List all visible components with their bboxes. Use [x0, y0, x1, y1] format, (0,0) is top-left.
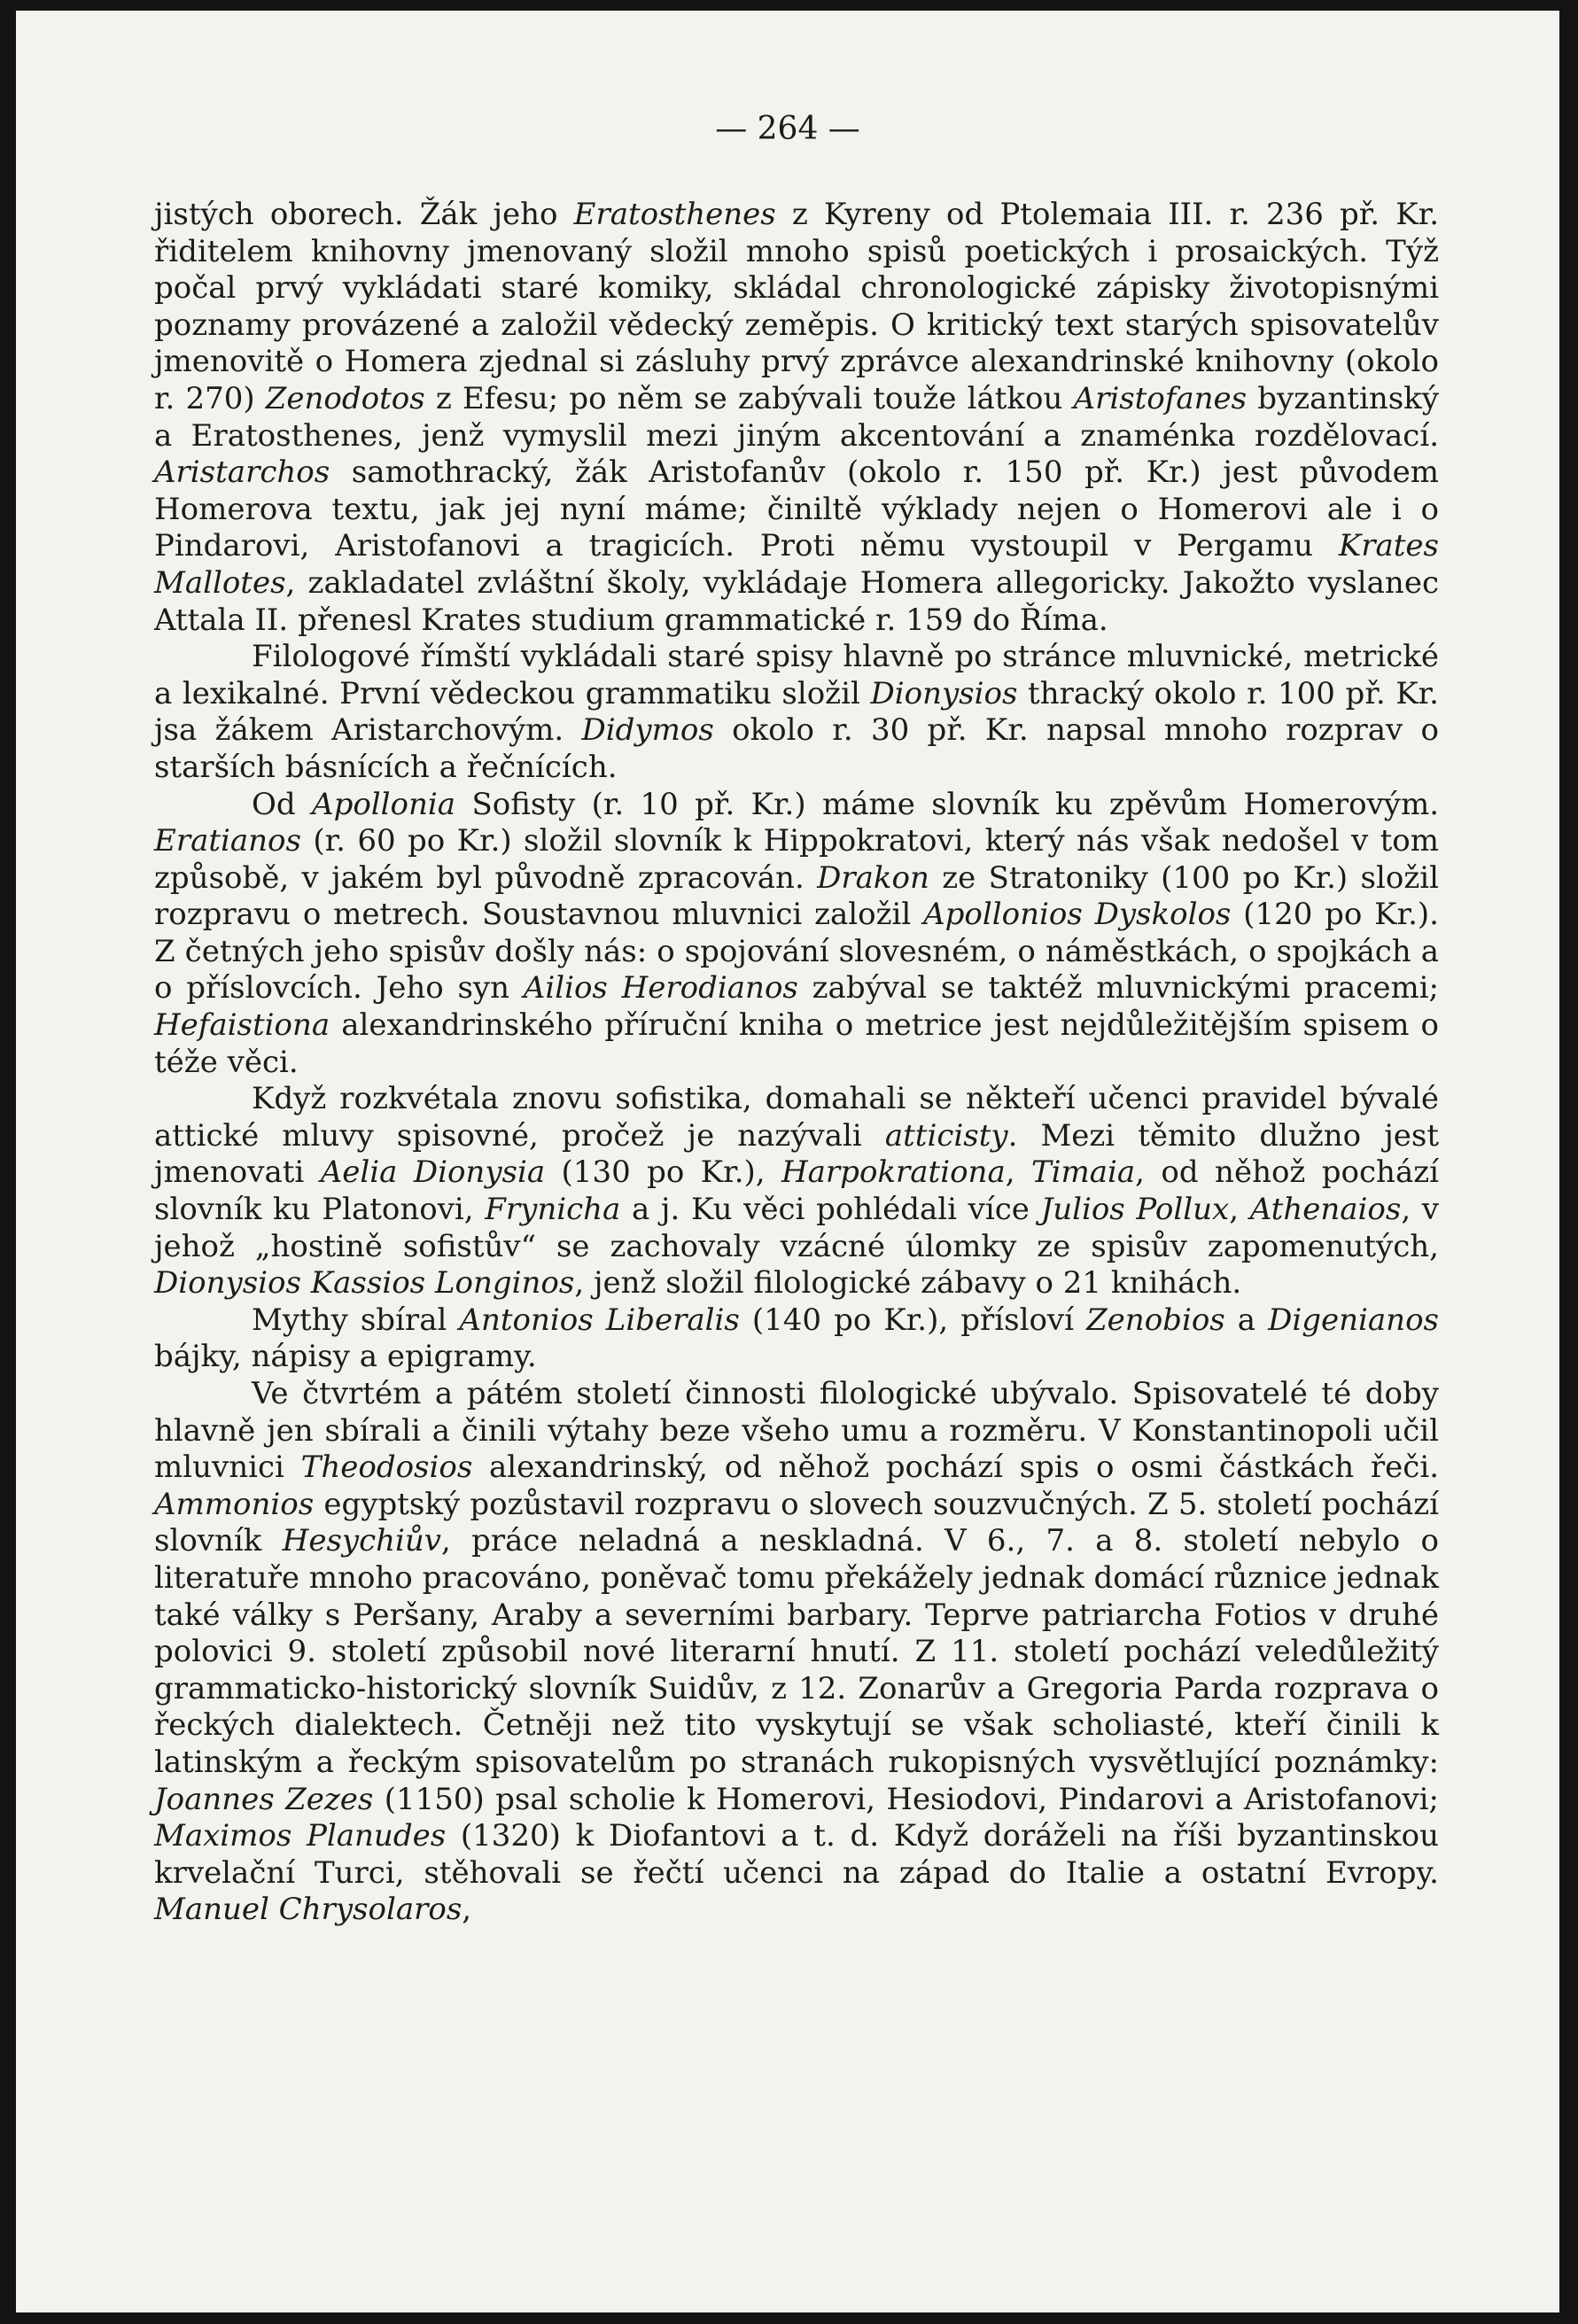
- text-run: okolo r. 30 př. Kr. napsal mnoho rozprav o starších básnících a řečnících.: [154, 712, 1439, 785]
- text-run: zabýval se taktéž mluvnickými pracemi;: [797, 970, 1440, 1007]
- text-run: thracký okolo r. 100 př. Kr. jsa žákem Aristarchovým.: [154, 675, 1439, 749]
- text-run: Od: [252, 786, 313, 822]
- italic-name: Ammonios: [154, 1486, 315, 1522]
- text-run: Když rozkvétala znovu sofistika, domahali se někteří učenci pravidel bývalé attické mluvy spisovné, pročež je nazývali: [154, 1081, 1439, 1154]
- text-run: (120 po Kr.). Z četných jeho spisův došly nás: o spojování slovesném, o náměstkách, o spojkách a o příslovcích. Jeho syn: [154, 897, 1439, 1007]
- italic-name: Drakon: [817, 859, 929, 896]
- text-run: ,: [462, 1892, 472, 1928]
- italic-name: Apollonios Dyskolos: [923, 897, 1232, 933]
- italic-name: Hefaistiona: [154, 1007, 330, 1044]
- italic-name: Dionysios Kassios Longinos: [154, 1265, 575, 1302]
- text-run: , jenž složil filologické zábavy o 21 knihách.: [574, 1265, 1242, 1302]
- paragraph: [154, 197, 1439, 639]
- italic-name: Athenaios: [1249, 1192, 1402, 1228]
- italic-name: Krates Mallotes: [154, 528, 1439, 601]
- italic-name: Apollonia: [312, 786, 456, 822]
- text-run: (1320) k Diofantovi a t. d. Když doráželi na říši byzantinskou krvelační Turci, stěhovali se řečtí učenci na západ do Italie a ostatní Evropy.: [154, 1818, 1440, 1891]
- italic-name: Digenianos: [1268, 1302, 1440, 1338]
- italic-name: Maximos Planudes: [154, 1818, 447, 1854]
- text-run: z Efesu; po něm se zabývali touže látkou: [424, 380, 1074, 416]
- italic-name: Dionysios: [870, 675, 1018, 711]
- text-run: bájky, nápisy a epigramy.: [154, 1339, 537, 1375]
- italic-name: Joannes Zezes: [154, 1781, 374, 1817]
- paragraph: [154, 1302, 1439, 1376]
- italic-name: atticisty: [884, 1117, 1008, 1154]
- italic-name: Antonios Liberalis: [459, 1302, 740, 1338]
- italic-name: Zenobios: [1086, 1302, 1225, 1338]
- paragraph: [154, 1376, 1439, 1929]
- text-run: (1150) psal scholie k Homerovi, Hesiodovi, Pindarovi a Aristofanovi;: [373, 1781, 1439, 1817]
- text-run: . Mezi těmito dlužno jest jmenovati: [154, 1117, 1439, 1191]
- text-run: Sofisty (r. 10 př. Kr.) máme slovník ku zpěvům Homerovým.: [455, 786, 1440, 822]
- italic-name: Eratianos: [154, 823, 301, 859]
- text-run: a j. Ku věci pohlédali více: [620, 1192, 1041, 1228]
- text-run: z Kyreny od Ptolemaia III. r. 236 př. Kr. řiditelem knihovny jmenovaný složil mnoho spisů poetických i prosaických. Týž počal prvý vykládati staré komiky, skládal chronologické zápisky životopisnými poznamy provázené a založil vědecký zeměpis. O kritický text starých spisovatelův jmenovitě o Homera zjednal si zásluhy prvý zprávce alexandrinské knihovny (okolo r. 270): [154, 197, 1439, 416]
- text-run: samothracký, žák Aristofanův (okolo r. 150 př. Kr.) jest původem Homerova textu, jak jej nyní máme; činiltě výklady nejen o Homerovi ale i o Pindarovi, Aristofanovi a tragicích. Proti němu vystoupil v Pergamu: [154, 455, 1439, 564]
- paragraph: [154, 639, 1439, 786]
- text-run: Filologové římští vykládali staré spisy hlavně po stránce mluvnické, metrické a lexikalné. První vědeckou grammatiku složil: [154, 639, 1439, 711]
- italic-name: Timaia: [1030, 1154, 1136, 1191]
- text-run: byzantinský a Eratosthenes, jenž vymyslil mezi jiným akcentování a znaménka rozdělovací.: [154, 380, 1439, 454]
- text-run: ze Stratoniky (100 po Kr.) složil rozpravu o metrech. Soustavnou mluvnici založil: [154, 859, 1439, 933]
- italic-name: Zenodotos: [265, 380, 425, 416]
- text-run: , od něhož pochází slovník ku Platonovi,: [154, 1154, 1439, 1228]
- paragraph: [154, 1081, 1439, 1302]
- italic-name: Didymos: [581, 712, 714, 749]
- text-run: , v jehož „hostině sofistův“ se zachovaly vzácné úlomky ze spisův zapomenutých,: [154, 1192, 1439, 1264]
- text-run: (140 po Kr.), přísloví: [739, 1302, 1087, 1338]
- text-run: , zakladatel zvláštní školy, vykládaje Homera allegoricky. Jakožto vyslanec Attala II. přenesl Krates studium grammatické r. 159 do Říma.: [154, 564, 1439, 638]
- book-page: [16, 11, 1559, 2312]
- text-run: ,: [1005, 1154, 1031, 1191]
- italic-name: Manuel Chrysolaros: [154, 1892, 463, 1928]
- text-run: alexandrinského příruční kniha o metrice jest nejdůležitějším spisem o téže věci.: [154, 1007, 1439, 1080]
- italic-name: Eratosthenes: [573, 197, 776, 232]
- italic-name: Aelia Dionysia: [320, 1154, 546, 1191]
- text-run: Ve čtvrtém a pátém století činnosti filologické ubývalo. Spisovatelé té doby hlavně jen sbírali a činili výtahy beze všeho umu a rozměru. V Konstantinopoli učil mluvnici: [154, 1376, 1439, 1486]
- italic-name: Aristofanes: [1073, 380, 1248, 416]
- body-text: [154, 197, 1439, 1929]
- italic-name: Ailios Herodianos: [523, 970, 798, 1007]
- italic-name: Harpokrationa: [781, 1154, 1006, 1191]
- text-run: alexandrinský, od něhož pochází spis o osmi částkách řeči.: [472, 1450, 1440, 1486]
- italic-name: Aristarchos: [154, 455, 330, 491]
- text-run: (130 po Kr.),: [545, 1154, 781, 1191]
- italic-name: Frynicha: [485, 1192, 621, 1228]
- text-run: ,: [1229, 1192, 1250, 1228]
- text-run: , práce neladná a neskladná. V 6., 7. a 8. století nebylo o literatuře mnoho pracováno, poněvač tomu překážely jednak domácí různice jednak také války s Peršany, Araby a severními barbary. Teprve patriarcha Fotios v druhé polovici 9. století způsobil nové literarní hnutí. Z 11. století pochází veledůležitý grammaticko-historický slovník Suidův, z 12. Zonarův a Gregoria Parda rozprava o řeckých dialektech. Četněji než tito vyskytují se však scholiasté, kteří činili k latinským a řeckým spisovatelům po stranách rukopisných vysvětlující poznámky:: [154, 1523, 1439, 1780]
- page-number: — 264 —: [715, 111, 860, 147]
- text-run: jistých oborech. Žák jeho: [154, 197, 574, 232]
- text-run: Mythy sbíral: [252, 1302, 460, 1338]
- italic-name: Hesychiův: [282, 1523, 442, 1559]
- paragraph: [154, 787, 1439, 1082]
- text-run: (r. 60 po Kr.) složil slovník k Hippokratovi, který nás však nedošel v tom způsobě, v jakém byl původně zpracován.: [154, 823, 1439, 896]
- italic-name: Julios Pollux: [1040, 1192, 1230, 1228]
- text-run: a: [1224, 1302, 1269, 1338]
- text-run: egyptský pozůstavil rozpravu o slovech souzvučných. Z 5. století pochází slovník: [154, 1486, 1439, 1559]
- italic-name: Theodosios: [300, 1450, 473, 1486]
